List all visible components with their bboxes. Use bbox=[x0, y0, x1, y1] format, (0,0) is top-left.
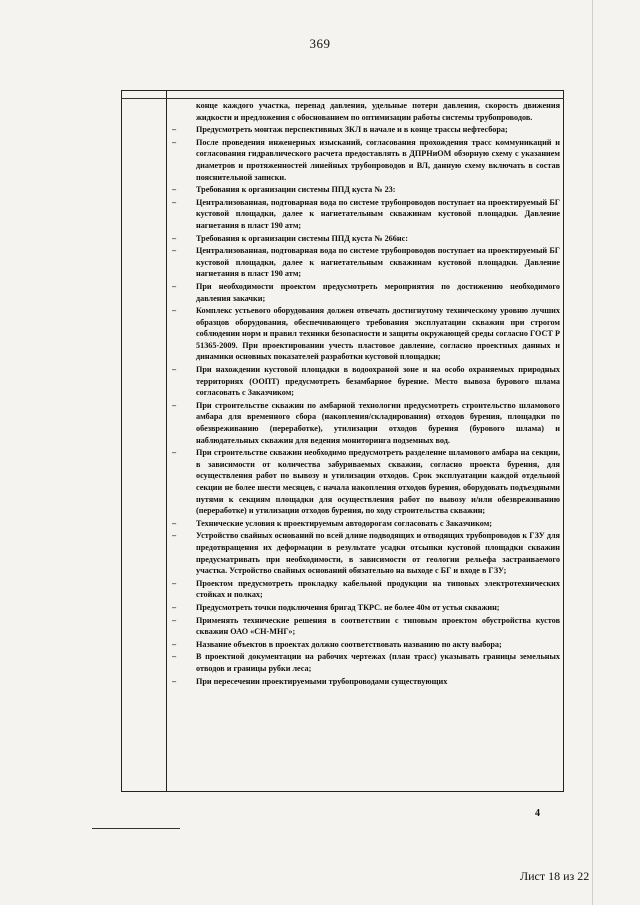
dash-bullet: – bbox=[172, 185, 177, 195]
dash-bullet: – bbox=[172, 531, 177, 541]
list-item bbox=[170, 305, 560, 363]
list-item-text: После проведения инженерных изысканий, согласования прохождения трасс коммуникаций и согласования гидравлического расчета предоставлять в ДПРНиОМ обзорную схему с указанием диаметров и протяженностей линейных трубопроводов и ВЛ, данную схему включать в состав пояснительной записки. bbox=[196, 137, 560, 182]
page-number: 369 bbox=[309, 36, 331, 51]
list-item-text: Требования к организации системы ППД куста № 23: bbox=[196, 185, 396, 195]
list-item bbox=[170, 615, 560, 638]
dash-bullet: – bbox=[172, 125, 177, 135]
requirements-cell bbox=[170, 100, 560, 790]
list-item bbox=[170, 245, 560, 280]
dash-bullet: – bbox=[172, 639, 177, 649]
dash-bullet: – bbox=[172, 246, 177, 256]
footnote-rule bbox=[92, 828, 180, 829]
dash-bullet: – bbox=[172, 233, 177, 243]
dash-bullet: – bbox=[172, 306, 177, 316]
dash-bullet: – bbox=[172, 676, 177, 686]
dash-bullet: – bbox=[172, 602, 177, 612]
dash-bullet: – bbox=[172, 448, 177, 458]
list-item bbox=[170, 197, 560, 232]
list-item-text: Централизованная, подтоварная вода по системе трубопроводов поступает на проектируемый БГ кустовой площадки, далее к нагнетательным скважинам кустовой площадки. Давление нагнетания в пласт 190 атм; bbox=[196, 197, 560, 230]
list-item-text: При строительстве скважин по амбарной технологии предусмотреть строительство шламового амбара для временного сбора (накопления/складирования) отходов бурения, площадки по обезвреживанию (переработке), утилизации отходов бурения (бурового шлама) и наблюдательных скважин для ведения мониторинга подземных вод. bbox=[196, 400, 560, 445]
list-item-text: При нахождении кустовой площадки в водоохраной зоне и на особо охраняемых природных территориях (ООПТ) предусмотреть безамбарное бурение. Место вывоза бурового шлама согласовать с Заказчиком; bbox=[196, 365, 560, 398]
list-item bbox=[170, 137, 560, 183]
list-item bbox=[170, 400, 560, 446]
list-item-text: Проектом предусмотреть прокладку кабельной продукции на типовых электротехнических стойках и полках; bbox=[196, 578, 560, 600]
list-item bbox=[170, 281, 560, 304]
table-column-divider bbox=[166, 90, 167, 792]
list-item bbox=[170, 639, 560, 651]
dash-bullet: – bbox=[172, 615, 177, 625]
list-item bbox=[170, 530, 560, 576]
list-item-text: Требования к организации системы ППД куста № 266нс: bbox=[196, 233, 408, 243]
continued-paragraph: конце каждого участка, перепад давления, удельные потери давления, скорость движения жидкости и предложения с обоснованием по оптимизации работы системы трубопроводов. bbox=[196, 101, 560, 122]
dash-bullet: – bbox=[172, 652, 177, 662]
list-item-text: При строительстве скважин необходимо предусмотреть разделение шламового амбара на секции, в зависимости от количества забуриваемых скважин, согласно проекта бурения, для осуществления работ по вывозу и утилизации отходов. Срок эксплуатации каждой отдельной секции не более шести месяцев, с начала накопления отходов бурения, оборудовать подъездными путями к секциям площадки для осуществления работ по вывозу и/или обезвреживанию (переработке) и утилизации отходов бурения, по ходу строительства скважин; bbox=[196, 448, 560, 516]
list-item-text: При необходимости проектом предусмотреть мероприятия по достижению необходимого давления закачки; bbox=[196, 281, 560, 303]
list-item bbox=[170, 602, 560, 614]
dash-bullet: – bbox=[172, 518, 177, 528]
list-item bbox=[170, 447, 560, 517]
scan-edge-line bbox=[592, 0, 593, 905]
list-item bbox=[170, 651, 560, 674]
sheet-label: Лист 18 из 22 bbox=[520, 869, 590, 883]
list-item bbox=[170, 676, 560, 688]
list-item-text: При пересечении проектируемыми трубопроводами существующих bbox=[196, 676, 448, 686]
requirements-list bbox=[170, 124, 560, 687]
list-item bbox=[170, 184, 560, 196]
list-item-text: В проектной документации на рабочих чертежах (план трасс) указывать границы земельных отводов и границы рубки леса; bbox=[196, 652, 560, 673]
list-item-text: Комплекс устьевого оборудования должен отвечать достигнутому техническому уровню лучших образцов оборудования, обеспечивающего требования эксплуатации скважин при строгом соблюдении норм и правил техники безопасности и защиты окружающей среды согласно ГОСТ Р 51365-2009. При проектировании учесть пластовое давление, согласно проектных данных и динамики основных показателей разработки кустовой площадки; bbox=[196, 306, 560, 362]
dash-bullet: – bbox=[172, 578, 177, 588]
list-item-text: Технические условия к проектируемым автодорогам согласовать с Заказчиком; bbox=[196, 518, 492, 528]
list-item-text: Название объектов в проектах должно соответствовать названию по акту выбора; bbox=[196, 639, 502, 649]
dash-bullet: – bbox=[172, 400, 177, 410]
list-item-text: Применять технические решения в соответствии с типовым проектом обустройства кустов скважин ОАО «СН-МНГ»; bbox=[196, 615, 560, 637]
dash-bullet: – bbox=[172, 281, 177, 291]
list-item bbox=[170, 578, 560, 601]
list-item bbox=[170, 518, 560, 530]
dash-bullet: – bbox=[172, 197, 177, 207]
dash-bullet: – bbox=[172, 365, 177, 375]
list-item bbox=[170, 233, 560, 245]
table-top-rule bbox=[121, 98, 564, 99]
list-item bbox=[170, 124, 560, 136]
dash-bullet: – bbox=[172, 137, 177, 147]
list-item-text: Централизованная, подтоварная вода по системе трубопроводов поступает на проектируемый БГ кустовой площадки, далее к нагнетательным скважинам кустовой площадки. Давление нагнетания в пласт 190 атм; bbox=[196, 246, 560, 279]
list-item-text: Устройство свайных оснований по всей длине подводящих и отводящих трубопроводов к ГЗУ для предотвращения их деформации в результате усадки отсыпки кустовой площадки скважин предусматривать при необходимости, в зависимости от геологии рельефа застраиваемого участка. Устройство свайных оснований обязательно на выходе с БГ и входе в ГЗУ; bbox=[196, 531, 560, 576]
list-item-text: Предусмотреть монтаж перспективных ЗКЛ в начале и в конце трассы нефтесбора; bbox=[196, 125, 508, 135]
list-item bbox=[170, 364, 560, 399]
footnote-marker: 4 bbox=[535, 808, 540, 819]
list-item-text: Предусмотреть точки подключения бригад ТКРС. не более 40м от устья скважин; bbox=[196, 602, 500, 612]
